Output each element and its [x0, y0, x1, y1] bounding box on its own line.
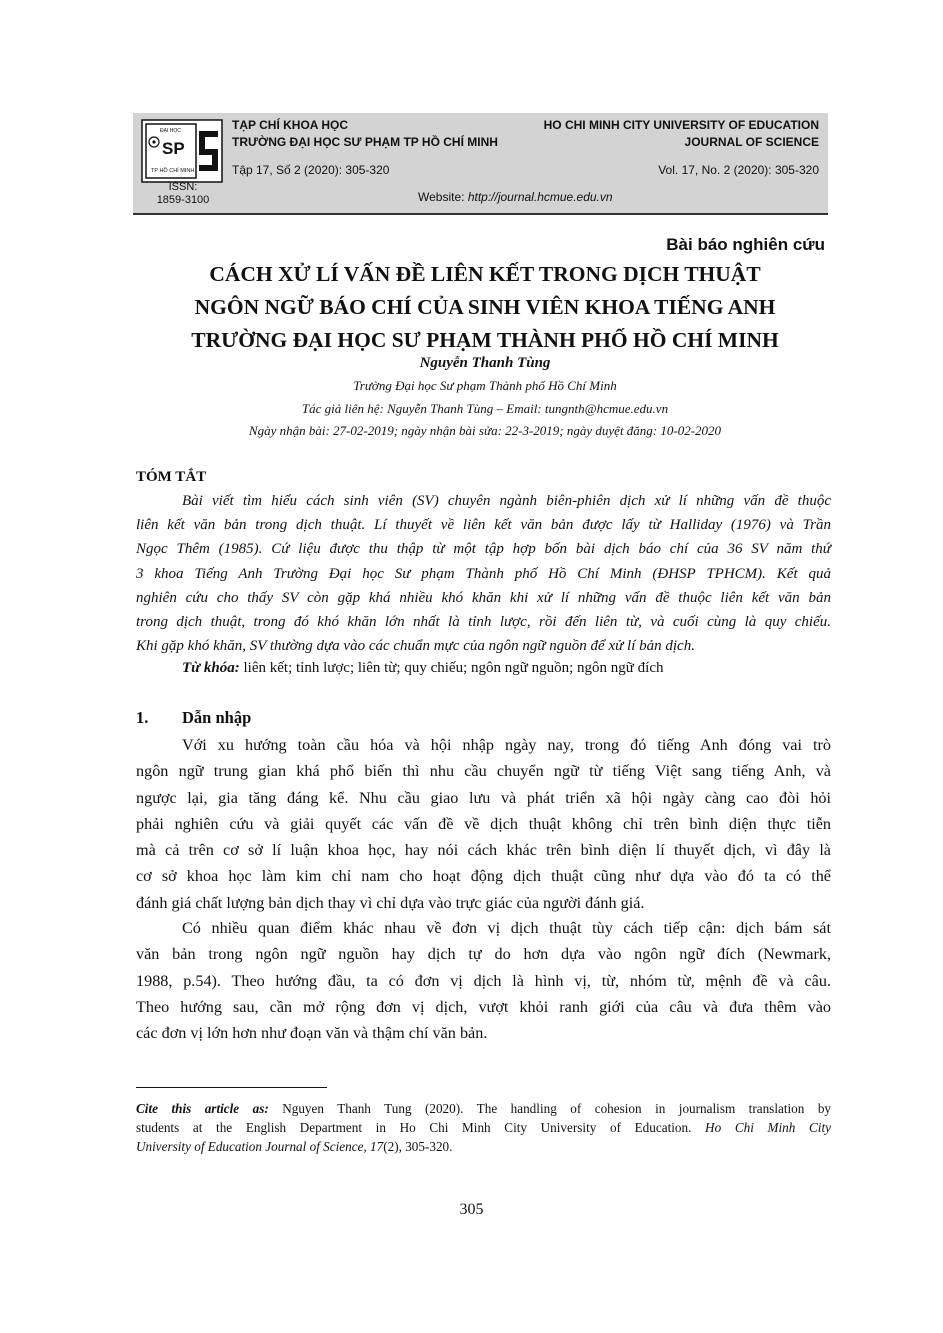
abstract-line: Ngọc Thêm (1985). Cứ liệu được thu thập từ một tập hợp bốn bài dịch báo chí của 36 SV năm thứ — [136, 541, 831, 558]
cite-text: students at the English Department in Ho Chi Minh City University of Education. — [136, 1120, 692, 1135]
citation-footnote — [136, 1099, 831, 1156]
abstract-line: Khi gặp khó khăn, SV thường dựa vào các chuẩn mực của ngôn ngữ nguồn để xử lí bản dịch. — [136, 638, 695, 655]
body-line: ngôn ngữ trung gian khá phổ biến thì nhu cầu chuyển ngữ từ tiếng Việt sang tiếng Anh, và — [136, 762, 831, 781]
footnote-line — [136, 1118, 831, 1137]
body-line: Theo hướng sau, cần mở rộng đơn vị dịch, vượt khỏi ranh giới của câu và đưa thêm vào — [136, 997, 831, 1016]
title-line: TRƯỜNG ĐẠI HỌC SƯ PHẠM THÀNH PHỐ HỒ CHÍ MINH — [191, 328, 779, 352]
website-url[interactable]: http://journal.hcmue.edu.vn — [467, 190, 613, 204]
cite-journal: University of Education Journal of Science, 17 — [136, 1139, 384, 1154]
issue-info-en: Vol. 17, No. 2 (2020): 305-320 — [658, 163, 819, 177]
corresponding-author: Tác giả liên hệ: Nguyễn Thanh Tùng – Email: tungnth@hcmue.edu.vn — [301, 401, 669, 416]
journal-header — [133, 113, 828, 215]
body-line: Với xu hướng toàn cầu hóa và hội nhập ngày nay, trong đó tiếng Anh đóng vai trò — [182, 736, 831, 754]
abstract-line: Bài viết tìm hiểu cách sinh viên (SV) chuyên ngành biên-phiên dịch xử lí những vấn đề thuộc — [182, 493, 831, 509]
author-name: Nguyễn Thanh Tùng — [419, 355, 551, 371]
keywords-label: Từ khóa: — [182, 660, 240, 676]
submission-dates: Ngày nhận bài: 27-02-2019; ngày nhận bài sửa: 22-3-2019; ngày duyệt đăng: 10-02-2020 — [248, 423, 722, 438]
body-line: đánh giá chất lượng bản dịch thay vì chỉ dựa vào trực giác của người đánh giá. — [136, 893, 645, 912]
website-label: Website: — [418, 190, 465, 204]
body-paragraph-1 — [136, 732, 831, 916]
svg-text:SP: SP — [162, 139, 185, 158]
cite-issue: (2), 305-320. — [383, 1139, 453, 1154]
body-line: các đơn vị lớn hơn như đoạn văn và thậm chí văn bản. — [136, 1024, 488, 1043]
issn-value: 1859-3100 — [156, 194, 210, 206]
issn-label: ISSN: — [168, 181, 198, 193]
svg-text:TP HỒ CHÍ MINH: TP HỒ CHÍ MINH — [151, 168, 195, 174]
university-logo — [141, 119, 223, 183]
body-line: ngược lại, gia tăng đáng kể. Nhu cầu giao lưu và phát triển xã hội ngày càng cao đòi hỏi — [136, 788, 831, 807]
abstract-line: liên kết văn bản trong dịch thuật. Lí thuyết về liên kết văn bản được lấy từ Halliday (1976) và Trần — [136, 517, 831, 534]
svg-text:ĐẠI HỌC: ĐẠI HỌC — [160, 128, 181, 134]
page-number: 305 — [459, 1201, 484, 1218]
keywords-list: liên kết; tỉnh lược; liên từ; quy chiếu; ngôn ngữ nguồn; ngôn ngữ đích — [243, 660, 664, 676]
abstract-text — [136, 489, 831, 658]
abstract-line: nghiên cứu cho thấy SV còn gặp khá nhiều khó khăn khi xử lí những vấn đề thuộc liên kết văn bản — [136, 589, 831, 606]
cite-journal: Ho Chi Minh City — [705, 1120, 831, 1135]
body-line: phải nghiên cứu và giải quyết các vấn đề về dịch thuật không chỉ trên bình diện thực tiễn — [136, 814, 831, 833]
footnote-divider — [136, 1087, 327, 1088]
cite-label: Cite this article as: — [136, 1101, 269, 1116]
footnote-line — [136, 1099, 831, 1118]
footnote-line — [136, 1137, 831, 1156]
affiliation: Trường Đại học Sư phạm Thành phố Hồ Chí Minh — [353, 378, 617, 393]
body-line: 1988, p.54). Theo hướng đầu, ta có đơn vị dịch là hình vị, từ, nhóm từ, mệnh đề và câu. — [136, 971, 831, 990]
body-line: mà cả trên cơ sở lí luận khoa học, hay nói cách khác trên bình diện lí thuyết dịch, vì đây là — [136, 841, 831, 860]
journal-name-en: JOURNAL OF SCIENCE — [684, 135, 819, 149]
journal-name-vi: TẠP CHÍ KHOA HỌC — [232, 118, 349, 132]
title-line: CÁCH XỬ LÍ VẤN ĐỀ LIÊN KẾT TRONG DỊCH THUẬT — [209, 262, 761, 286]
body-paragraph-2 — [136, 915, 831, 1046]
body-line: văn bản trong ngôn ngữ nguồn hay dịch tự do hơn dựa vào ngôn ngữ đích (Newmark, — [136, 945, 831, 964]
abstract-line: 3 khoa Tiếng Anh Trường Đại học Sư phạm Thành phố Hồ Chí Minh (ĐHSP TPHCM). Kết quả — [136, 565, 831, 582]
issue-info-vi: Tập 17, Số 2 (2020): 305-320 — [232, 163, 390, 177]
issn — [133, 181, 233, 207]
abstract-heading: TÓM TẮT — [136, 469, 207, 485]
cite-text: Nguyen Thanh Tung (2020). The handling of cohesion in journalism translation by — [282, 1101, 832, 1116]
university-name-en: HO CHI MINH CITY UNIVERSITY OF EDUCATION — [543, 118, 819, 132]
title-line: NGÔN NGỮ BÁO CHÍ CỦA SINH VIÊN KHOA TIẾNG ANH — [194, 295, 776, 319]
article-type: Bài báo nghiên cứu — [666, 235, 825, 254]
section-number: 1. — [136, 708, 149, 727]
section-heading: Dẫn nhập — [182, 708, 252, 727]
university-name-vi: TRƯỜNG ĐẠI HỌC SƯ PHẠM TP HỒ CHÍ MINH — [232, 135, 498, 149]
article-title — [130, 258, 840, 357]
body-line: Có nhiều quan điểm khác nhau về đơn vị dịch thuật tùy cách tiếp cận: dịch bám sát — [182, 919, 831, 937]
website — [418, 190, 613, 204]
keywords — [182, 660, 664, 677]
body-line: cơ sở khoa học làm kim chỉ nam cho hoạt động dịch thuật cũng như dựa vào đó ta có thể — [136, 867, 831, 886]
abstract-line: trong dịch thuật, trong đó khó khăn lớn nhất là tỉnh lược, rồi đến liên từ, và cuối cùng là quy chiếu. — [136, 614, 831, 631]
